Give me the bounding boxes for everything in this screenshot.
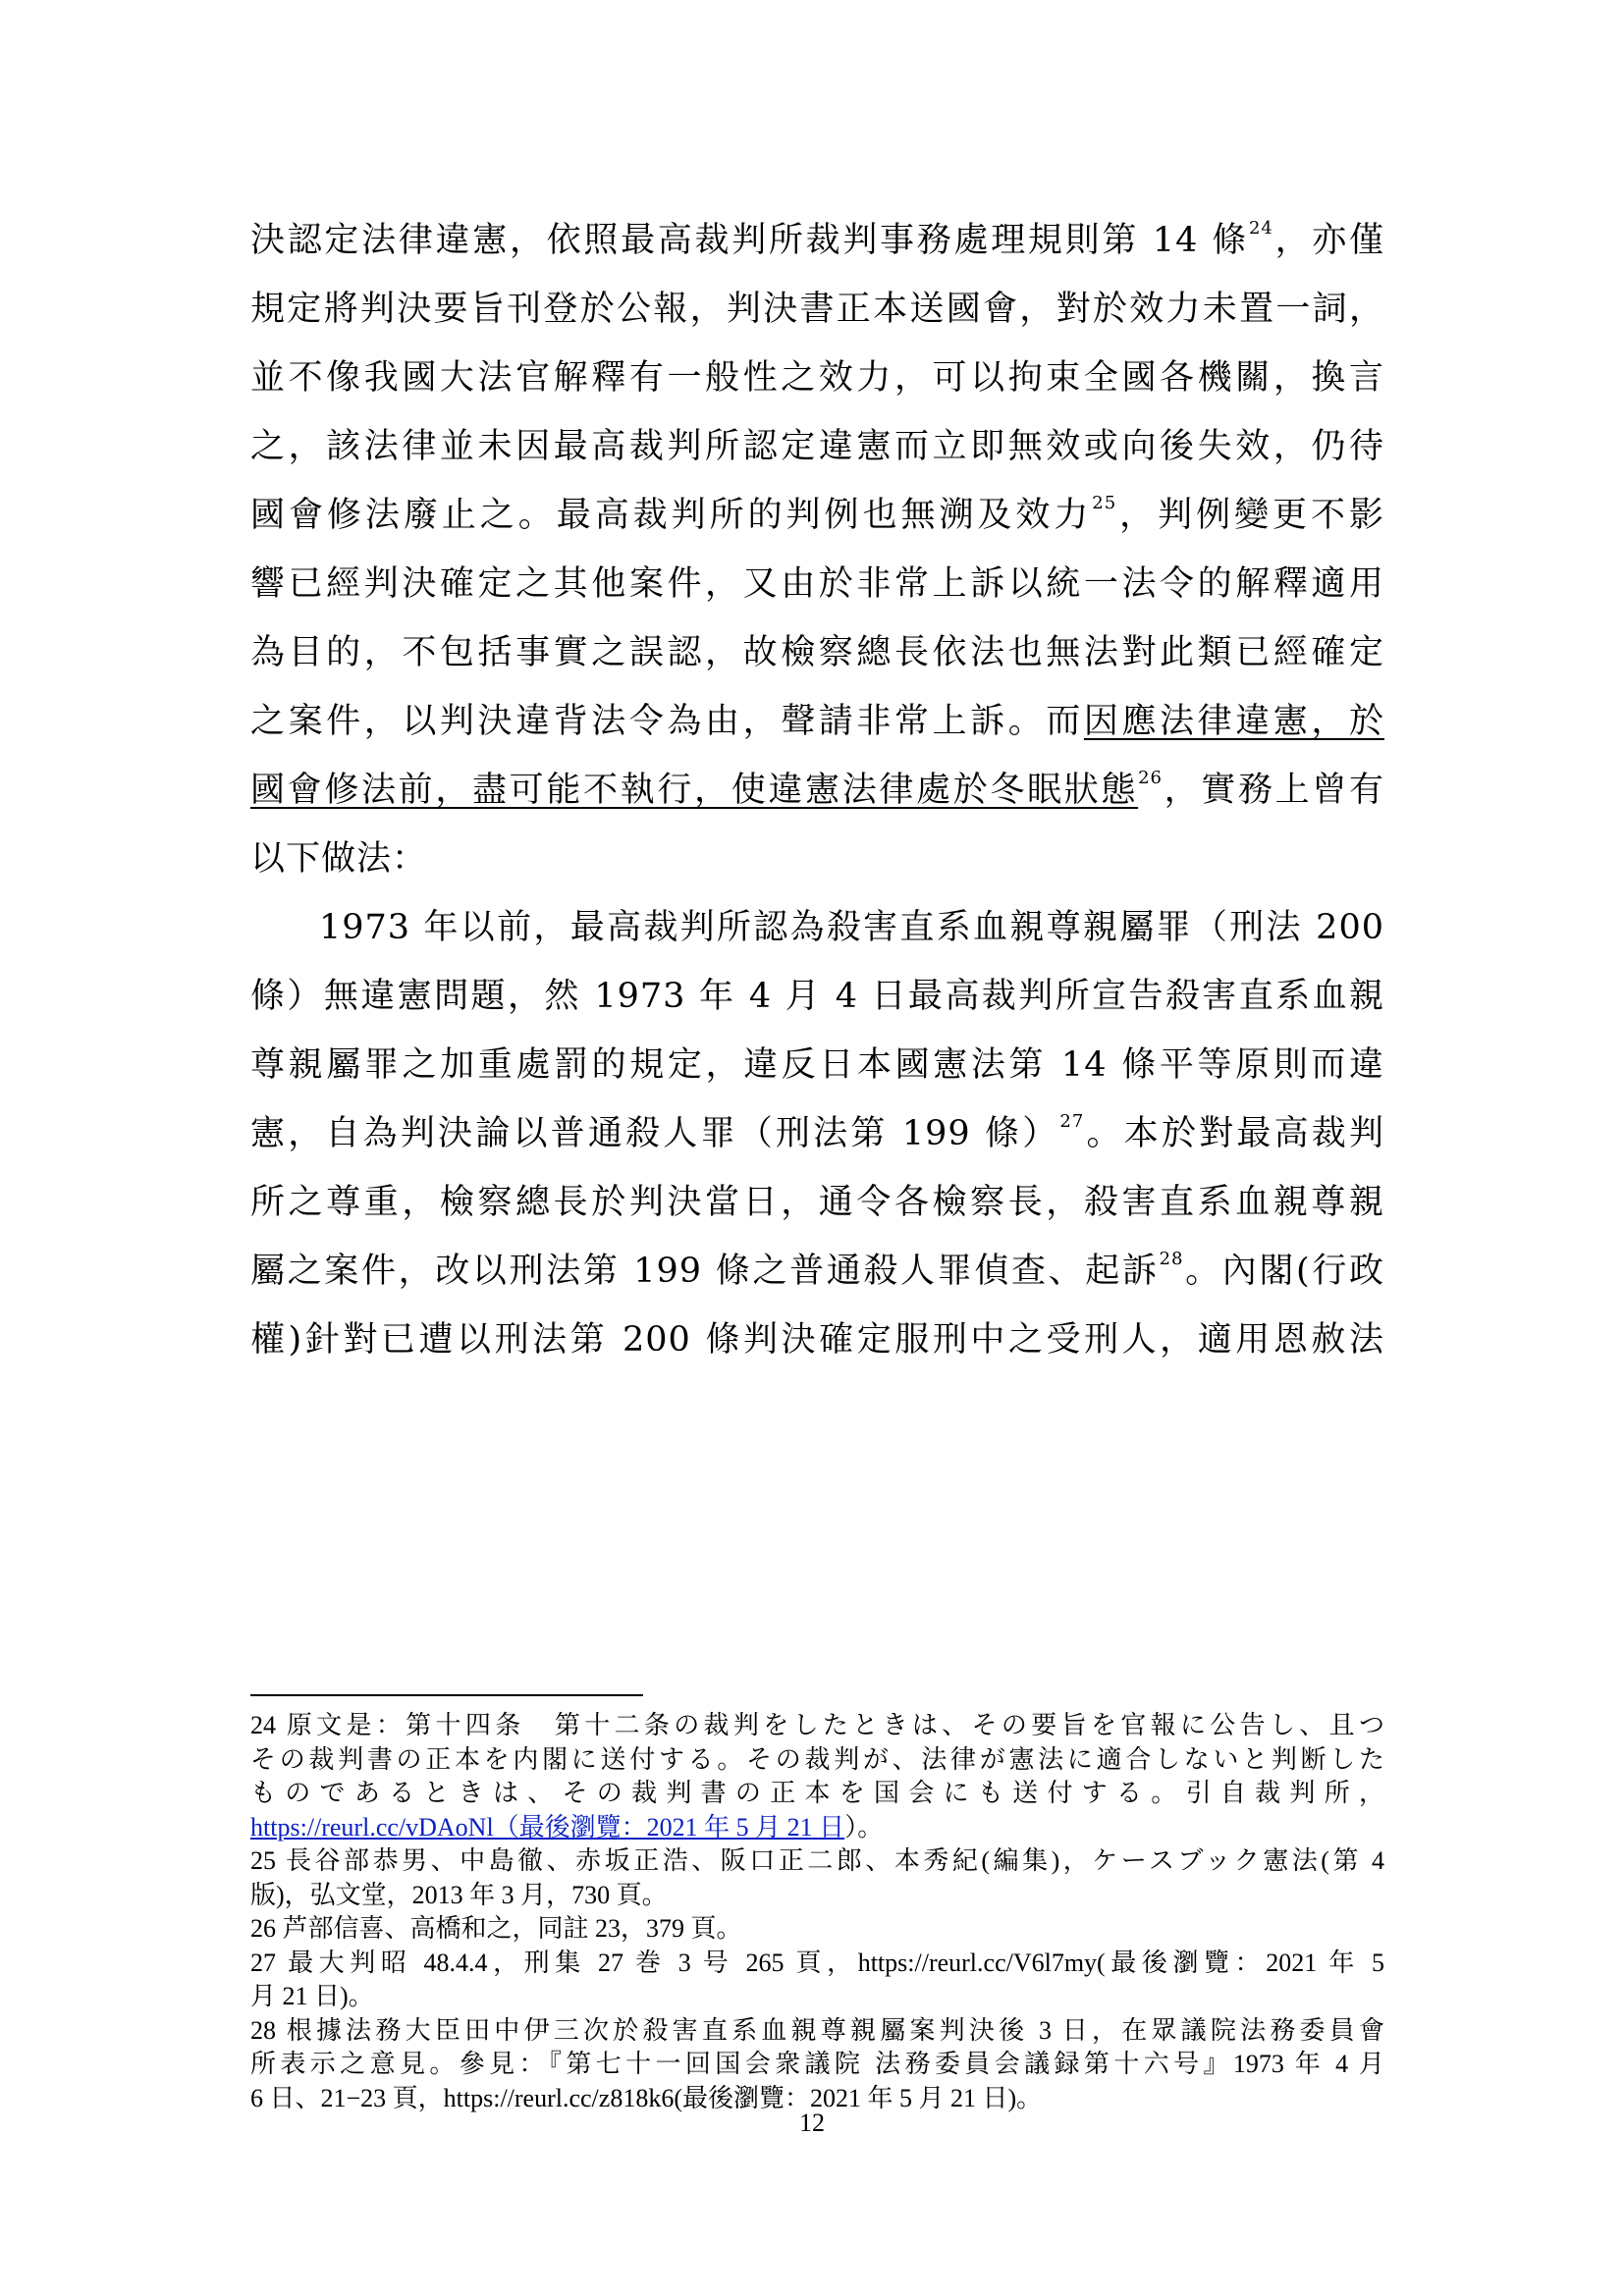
body-line [250, 1306, 1384, 1374]
body-line [250, 1031, 1384, 1099]
footnote-text: 所表示之意見。參見：『第七十一回国会衆議院 法務委員会議録第十六号』1973 年 4 月 [250, 2050, 1384, 2078]
footnote-text: 6 日、21−23 頁，https://reurl.cc/z818k6(最後瀏覽：2021 年 5 月 21 日)。 [250, 2083, 1043, 2112]
body-text: 條）無違憲問題，然 1973 年 4 月 4 日最高裁判所宣告殺害直系血親 [250, 977, 1384, 1016]
footnote-ref[interactable]: 28 [1159, 1249, 1184, 1269]
footnote-link[interactable]: https://reurl.cc/vDAoNl（最後瀏覽：2021 年 5 月 21 日 [250, 1812, 845, 1842]
footnote-line [250, 1843, 1384, 1878]
body-text: ，實務上曾有 [1162, 771, 1384, 810]
body-text: 。內閣(行政 [1183, 1252, 1384, 1291]
body-text: 規定將判決要旨刊登於公報，判決書正本送國會，對於效力未置一詞， [250, 290, 1384, 329]
body-text: 決認定法律違憲，依照最高裁判所裁判事務處理規則第 14 條 [250, 221, 1249, 260]
body-text: 尊親屬罪之加重處罰的規定，違反日本國憲法第 14 條平等原則而違 [250, 1045, 1384, 1085]
body-text: 之案件，以判決違背法令為由，聲請非常上訴。而 [250, 702, 1084, 741]
footnote-line [250, 1979, 1384, 2013]
footnote-text: 27 最大判昭 48.4.4，刑集 27 巻 3 号 265 頁，https://reurl.cc/V6l7my(最後瀏覽：2021 年 5 [250, 1948, 1384, 1977]
body-line [250, 275, 1384, 344]
underlined-text: 因應法律違憲，於 [1083, 702, 1384, 741]
footnote-line [250, 1911, 1384, 1946]
footnote-text: 月 21 日)。 [250, 1982, 374, 2010]
footnote-ref[interactable]: 26 [1138, 768, 1163, 788]
underlined-text: 國會修法前，盡可能不執行，使違憲法律處於冬眠狀態 [250, 771, 1139, 810]
body-text: 憲，自為判決論以普通殺人罪（刑法第 199 條） [250, 1114, 1060, 1153]
body-line [250, 825, 427, 893]
body-line [250, 1168, 1384, 1237]
body-text: 所之尊重，檢察總長於判決當日，通令各檢察長，殺害直系血親尊親 [250, 1183, 1384, 1222]
footnote-text: 24 原文是：第十四条 第十二条の裁判をしたときは、その要旨を官報に公告し、且つ [250, 1711, 1384, 1739]
page-number: 12 [799, 2109, 825, 2137]
body-text: 並不像我國大法官解釋有一般性之效力，可以拘束全國各機關，換言 [250, 358, 1384, 398]
body-text: 響已經判決確定之其他案件，又由於非常上訴以統一法令的解釋適用 [250, 564, 1384, 604]
body-line [250, 1237, 1384, 1306]
footnote-text: 28 根據法務大臣田中伊三次於殺害直系血親尊親屬案判決後 3 日，在眾議院法務委員會 [250, 2015, 1384, 2045]
body-line [250, 344, 1384, 412]
body-line [319, 893, 1384, 962]
body-text: ，判例變更不影 [1116, 496, 1384, 535]
footnote-text: ）。 [844, 1812, 884, 1842]
footnote-text: その裁判書の正本を内閣に送付する。その裁判が、法律が憲法に適合しないと判断した [250, 1744, 1384, 1774]
footnote-line [250, 2013, 1384, 2048]
footnote-text: 26 芦部信喜、高橋和之，同註 23，379 頁。 [250, 1914, 742, 1943]
body-line [250, 206, 1384, 275]
body-text: 國會修法廢止之。最高裁判所的判例也無溯及效力 [250, 496, 1093, 535]
footnote-line [250, 1946, 1384, 1980]
footnote-line [250, 1776, 1384, 1810]
body-text: ，亦僅 [1272, 221, 1384, 260]
body-line [250, 687, 1384, 756]
body-line [250, 412, 1384, 481]
footnote-ref[interactable]: 27 [1059, 1111, 1085, 1132]
body-text: 以下做法： [250, 839, 428, 879]
body-line [250, 1099, 1384, 1168]
body-text: 。本於對最高裁判 [1084, 1114, 1384, 1153]
footnote-separator [250, 1694, 643, 1696]
footnote-ref[interactable]: 24 [1248, 218, 1273, 239]
body-text: 之，該法律並未因最高裁判所認定違憲而立即無效或向後失效，仍待 [250, 427, 1384, 466]
body-line [250, 962, 1384, 1031]
footnote-line [250, 1708, 1384, 1742]
footnote-line [250, 2047, 1384, 2081]
footnote-line [250, 1878, 1384, 1912]
body-line [250, 756, 1384, 825]
body-text: 為目的，不包括事實之誤認，故檢察總長依法也無法對此類已經確定 [250, 633, 1384, 672]
footnote-line [250, 1742, 1384, 1777]
body-text: 權)針對已遭以刑法第 200 條判決確定服刑中之受刑人，適用恩赦法 [250, 1320, 1384, 1360]
footnote-line [250, 1810, 1384, 1844]
footnote-text: 版)，弘文堂，2013 年 3 月，730 頁。 [250, 1880, 668, 1909]
footnote-text: 25 長谷部恭男、中島徹、赤坂正浩、阪口正二郎、本秀紀(編集)，ケースブック憲法(第 4 [250, 1846, 1384, 1875]
footnote-ref[interactable]: 25 [1092, 493, 1117, 513]
body-line [250, 550, 1384, 618]
footnote-text: ものであるときは、その裁判書の正本を国会にも送付する。引自裁判所， [250, 1779, 1384, 1807]
body-text: 1973 年以前，最高裁判所認為殺害直系血親尊親屬罪（刑法 200 [319, 908, 1384, 947]
body-text: 屬之案件，改以刑法第 199 條之普通殺人罪偵查、起訴 [250, 1252, 1160, 1291]
body-line [250, 481, 1384, 550]
body-line [250, 618, 1384, 687]
